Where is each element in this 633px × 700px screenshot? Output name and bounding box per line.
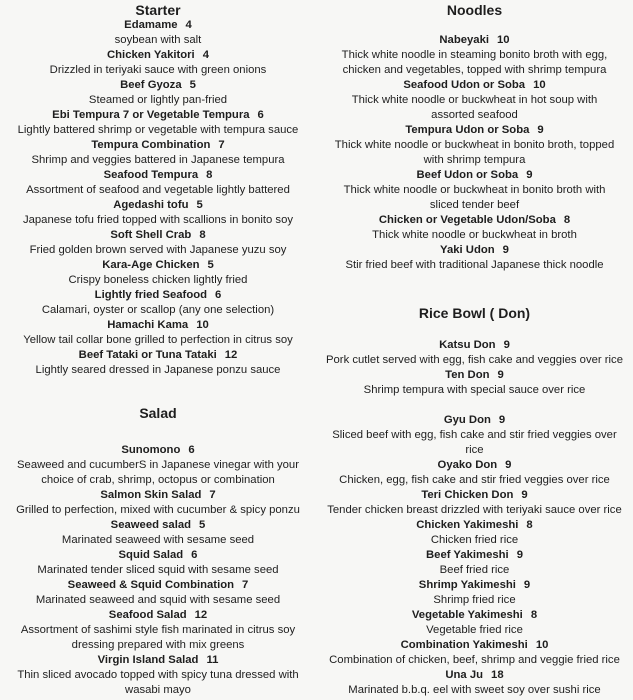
item-header [316,548,633,563]
item-name: Seaweed salad [110,519,192,531]
item-description: Thick white noodle or buckwheat in broth [372,229,577,241]
menu-item [316,78,633,123]
item-header [0,198,316,213]
section-salad [0,400,316,700]
item-price: 4 [202,49,209,61]
item-price: 12 [224,349,238,361]
item-header [0,288,316,303]
item-header [0,653,316,668]
item-description: Lightly battered shrimp or vegetable with tempura sauce [17,124,299,136]
item-name: Lightly fried Seafood [94,289,208,301]
section-noodles [316,0,633,280]
item-description: Tender chicken breast drizzled with teriyaki sauce over rice [327,504,622,516]
item-price: 8 [563,214,571,226]
item-name: Seafood Udon or Soba [403,79,526,91]
item-price: 9 [498,414,506,426]
item-price: 4 [185,19,192,31]
item-name: Tempura Udon or Soba [405,124,530,136]
item-name: Kara-Age Chicken [102,259,200,271]
item-price: 10 [533,79,546,91]
menu-item [0,653,316,698]
item-header [316,78,633,93]
item-name: Beef Tataki or Tuna Tataki [78,349,217,361]
item-description: Vegetable fried rice [426,624,523,636]
item-header [0,578,316,593]
menu-item [316,243,633,273]
menu-items [316,338,633,698]
menu-item [0,18,316,48]
menu-item [0,108,316,138]
item-name: Teri Chicken Don [421,489,514,501]
item-price: 6 [257,109,264,121]
item-description: soybean with salt [114,34,202,46]
item-header [316,168,633,183]
item-header [0,443,316,458]
item-header [0,518,316,533]
menu-item [0,578,316,608]
section-rice-bowl [316,280,633,700]
section-starter [0,0,316,400]
item-price: 18 [491,669,504,681]
item-description: Calamari, oyster or scallop (any one selection) [41,304,275,316]
item-price: 5 [196,199,203,211]
item-header [316,123,633,138]
menu-item [316,168,633,213]
item-price: 10 [497,34,510,46]
item-description: Chicken, egg, fish cake and stir fried veggies over rice [339,474,610,486]
item-description: Japanese tofu fried topped with scallions in bonito soy [22,214,294,226]
item-description: Marinated seaweed with sesame seed [61,534,255,546]
item-price: 6 [191,549,198,561]
item-price: 12 [194,609,208,621]
item-header [316,413,633,428]
item-description: Thin sliced avocado topped with spicy tuna dressed with [17,669,299,681]
menu-item [0,48,316,78]
item-name: Yaki Udon [440,244,495,256]
menu-item [0,518,316,548]
item-description: Combination of chicken, beef, shrimp and veggie fried rice [329,654,620,666]
item-price: 5 [189,79,196,91]
item-description: Thick white noodle or buckwheat in hot soup with [351,94,598,106]
item-name: Chicken Yakimeshi [416,519,519,531]
menu-item [316,338,633,368]
item-name: Ten Don [445,369,490,381]
item-description: dressing prepared with mix greens [71,639,245,651]
menu-item [0,318,316,348]
item-description: Sliced beef with egg, fish cake and stir fried veggies over [332,429,617,441]
item-price: 9 [516,549,523,561]
menu-item [316,213,633,243]
item-name: Tempura Combination [91,139,211,151]
item-description: Thick white noodle or buckwheat in bonito broth with [343,184,606,196]
menu-item [0,608,316,653]
item-description: Thick white noodle or buckwheat in bonito broth, topped [334,139,615,151]
item-description: Fried golden brown served with Japanese yuzu soy [29,244,287,256]
item-price: 8 [526,519,533,531]
menu-item [316,368,633,398]
item-price: 9 [537,124,544,136]
item-name: Sunomono [121,444,181,456]
item-description: wasabi mayo [125,684,191,696]
menu-item [0,488,316,518]
menu-item [0,258,316,288]
item-name: Agedashi tofu [113,199,189,211]
item-header [316,458,633,473]
item-name: Seafood Tempura [103,169,199,181]
item-description: Shrimp tempura with special sauce over rice [363,384,586,396]
item-price: 10 [196,319,209,331]
menu-item [316,518,633,548]
item-price: 5 [199,519,206,531]
item-description: Assortment of sashimi style fish marinated in citrus soy [20,624,296,636]
item-name: Ebi Tempura 7 or Vegetable Tempura [52,109,250,121]
item-header [316,243,633,258]
item-price: 9 [503,339,510,351]
item-price: 9 [497,369,504,381]
section-title: Starter [135,2,181,18]
item-name: Katsu Don [439,339,496,351]
item-price: 7 [242,579,249,591]
item-header [0,108,316,123]
item-name: Beef Udon or Soba [416,169,519,181]
menu-item [0,228,316,258]
menu-item [0,138,316,168]
item-name: Soft Shell Crab [110,229,192,241]
menu-item [316,458,633,488]
item-price: 9 [526,169,533,181]
item-header [0,228,316,243]
item-description: Marinated seaweed and squid with sesame seed [35,594,281,606]
menu-item [316,488,633,518]
item-name: Gyu Don [443,414,491,426]
section-title: Noodles [446,2,503,18]
item-header [0,348,316,363]
item-name: Beef Gyoza [120,79,182,91]
menu-item [316,413,633,458]
item-name: Chicken Yakitori [107,49,195,61]
menu-item [316,668,633,698]
item-header [0,318,316,333]
item-price: 8 [206,169,213,181]
item-header [316,213,633,228]
menu-item [316,578,633,608]
item-description: rice [465,444,484,456]
item-description: Marinated tender sliced squid with sesame seed [37,564,279,576]
item-description: chicken and vegetables, topped with shrimp tempura [342,64,607,76]
item-name: Oyako Don [437,459,498,471]
menu-items [0,18,316,378]
item-name: Una Ju [445,669,484,681]
item-name: Combination Yakimeshi [400,639,528,651]
item-description: Drizzled in teriyaki sauce with green onions [49,64,267,76]
item-header [316,33,633,48]
item-header [0,548,316,563]
item-description: choice of crab, shrimp, octopus or combination [41,474,275,486]
item-description: Stir fried beef with traditional Japanese thick noodle [345,259,604,271]
item-price: 8 [199,229,206,241]
menu-item [316,123,633,168]
item-header [0,138,316,153]
item-header [316,488,633,503]
menu-item [0,78,316,108]
item-description: sliced tender beef [429,199,520,211]
item-name: Chicken or Vegetable Udon/Soba [378,214,556,226]
item-price: 6 [215,289,222,301]
item-header [316,368,633,383]
menu-item [316,638,633,668]
item-description: assorted seafood [431,109,518,121]
menu-item [316,608,633,638]
item-header [316,338,633,353]
item-name: Beef Yakimeshi [426,549,509,561]
menu-items [316,33,633,273]
item-name: Squid Salad [118,549,184,561]
item-name: Nabeyaki [439,34,490,46]
item-price: 7 [218,139,225,151]
item-description: Lightly seared dressed in Japanese ponzu sauce [35,364,281,376]
menu-item [0,548,316,578]
section-title: Rice Bowl ( Don) [418,305,531,321]
item-header [0,608,316,623]
item-header [316,578,633,593]
item-header [0,48,316,63]
item-name: Vegetable Yakimeshi [411,609,523,621]
item-price: 9 [521,489,528,501]
menu-item [316,33,633,78]
item-header [316,638,633,653]
item-description: Shrimp fried rice [433,594,516,606]
menu-item [0,168,316,198]
item-price: 6 [188,444,195,456]
item-name: Virgin Island Salad [97,654,199,666]
item-description: Grilled to perfection, mixed with cucumber & spicy ponzu [16,504,300,516]
item-description: with shrimp tempura [423,154,526,166]
item-description: Seaweed and cucumberS in Japanese vinegar with your [17,459,299,471]
item-description: Pork cutlet served with egg, fish cake and veggies over rice [325,354,623,366]
item-description: Marinated b.b.q. eel with sweet soy over sushi rice [348,684,601,696]
item-name: Seafood Salad [108,609,187,621]
item-description: Assortment of seafood and vegetable lightly battered [26,184,290,196]
item-header [0,78,316,93]
item-header [0,258,316,273]
menu-item [0,198,316,228]
menu-items [0,443,316,698]
item-price: 10 [535,639,549,651]
item-header [316,668,633,683]
item-header [0,168,316,183]
item-header [316,518,633,533]
menu-item [0,443,316,488]
menu-item [316,548,633,578]
item-price: 7 [209,489,216,501]
item-name: Shrimp Yakimeshi [418,579,516,591]
spacer [316,398,633,413]
item-description: Thick white noodle in steaming bonito broth with egg, [341,49,608,61]
item-description: Steamed or lightly pan-fried [88,94,228,106]
item-description: Crispy boneless chicken lightly fried [68,274,248,286]
section-title: Salad [139,405,177,421]
item-price: 9 [523,579,531,591]
menu-item [0,288,316,318]
item-price: 5 [207,259,214,271]
menu-item [0,348,316,378]
item-name: Edamame [124,19,178,31]
item-name: Seaweed & Squid Combination [67,579,235,591]
item-header [316,608,633,623]
item-name: Hamachi Kama [107,319,189,331]
item-header [0,488,316,503]
item-description: Beef fried rice [439,564,510,576]
item-price: 11 [206,654,219,666]
item-description: Shrimp and veggies battered in Japanese tempura [31,154,285,166]
item-price: 9 [502,244,509,256]
item-description: Yellow tail collar bone grilled to perfection in citrus soy [23,334,293,346]
item-header [0,18,316,33]
item-price: 9 [505,459,512,471]
item-description: Chicken fried rice [430,534,519,546]
item-price: 8 [530,609,538,621]
item-name: Salmon Skin Salad [100,489,202,501]
